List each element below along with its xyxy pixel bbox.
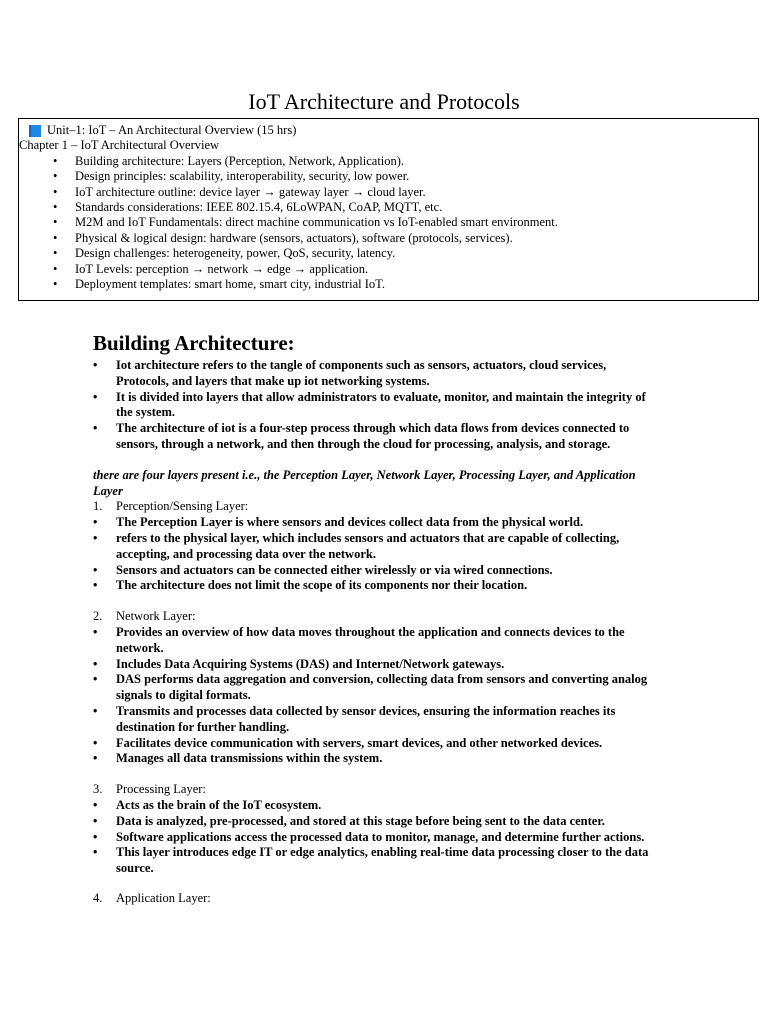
spacer	[93, 767, 653, 782]
list-item: • DAS performs data aggregation and conversion, collecting data from sensors and converting analog signals to digital formats.	[116, 672, 653, 704]
list-item: • Deployment templates: smart home, smart city, industrial IoT.	[75, 277, 758, 292]
list-item: • refers to the physical layer, which includes sensors and actuators that are capable of collecting, accepting, and processing data over the network.	[116, 531, 653, 563]
processing-bullets	[93, 798, 653, 877]
list-item: • Building architecture: Layers (Perception, Network, Application).	[75, 154, 758, 169]
book-icon	[29, 125, 41, 137]
layer-number: 4.	[93, 890, 103, 905]
list-item: • Acts as the brain of the IoT ecosystem.	[116, 798, 653, 814]
layer-name: Perception/Sensing Layer:	[116, 499, 249, 514]
layers-intro: there are four layers present i.e., the Perception Layer, Network Layer, Processing Layer, and Application Layer	[93, 467, 636, 498]
overview-bullets	[93, 358, 653, 453]
document-title: IoT Architecture and Protocols	[248, 89, 520, 114]
spacer	[93, 594, 653, 609]
list-item: • Software applications access the processed data to monitor, manage, and determine further actions.	[116, 830, 653, 846]
list-item: • Manages all data transmissions within the system.	[116, 751, 653, 767]
list-item: • Data is analyzed, pre-processed, and stored at this stage before being sent to the data center.	[116, 814, 653, 830]
list-item: • Design challenges: heterogeneity, power, QoS, security, latency.	[75, 246, 758, 261]
spacer	[93, 877, 653, 891]
list-item: • Iot architecture refers to the tangle of components such as sensors, actuators, cloud services, Protocols, and layers that make up iot networking systems.	[116, 358, 653, 390]
list-item: • The architecture does not limit the scope of its components nor their location.	[116, 578, 653, 594]
layer-number: 2.	[93, 609, 103, 624]
list-item: • Facilitates device communication with servers, smart devices, and other networked devices.	[116, 736, 653, 752]
network-bullets	[93, 625, 653, 767]
layer-name: Application Layer:	[116, 890, 211, 905]
list-item: • Physical & logical design: hardware (sensors, actuators), software (protocols, services).	[75, 231, 758, 246]
list-item: • Transmits and processes data collected by sensor devices, ensuring the information reaches its destination for further handling.	[116, 704, 653, 736]
list-item: • Sensors and actuators can be connected either wirelessly or via wired connections.	[116, 563, 653, 579]
list-item: • It is divided into layers that allow administrators to evaluate, monitor, and maintain the integrity of the system.	[116, 390, 653, 422]
list-item: • The architecture of iot is a four-step process through which data flows from devices connected to sensors, through a network, and then through the cloud for processing, analysis, and storage.	[116, 421, 653, 453]
unit-topic-list	[29, 154, 758, 293]
layer-heading-network	[93, 609, 653, 625]
unit-summary-box	[18, 118, 759, 301]
list-item: • IoT architecture outline: device layer → gateway layer → cloud layer.	[75, 185, 758, 200]
unit-heading-row	[29, 123, 758, 138]
main-content	[93, 330, 653, 907]
list-item: • IoT Levels: perception → network → edge → application.	[75, 262, 758, 277]
list-item: • M2M and IoT Fundamentals: direct machine communication vs IoT-enabled smart environment.	[75, 215, 758, 230]
list-item: • This layer introduces edge IT or edge analytics, enabling real-time data processing closer to the data source.	[116, 845, 653, 877]
list-item: • Provides an overview of how data moves throughout the application and connects devices to the network.	[116, 625, 653, 657]
layer-heading-perception	[93, 499, 653, 515]
list-item: • The Perception Layer is where sensors and devices collect data from the physical world.	[116, 515, 653, 531]
perception-bullets	[93, 515, 653, 594]
list-item: • Standards considerations: IEEE 802.15.4, 6LoWPAN, CoAP, MQTT, etc.	[75, 200, 758, 215]
unit-heading: Unit–1: IoT – An Architectural Overview (15 hrs)	[47, 123, 297, 137]
layer-number: 3.	[93, 782, 103, 797]
layer-heading-application	[93, 891, 653, 907]
layer-number: 1.	[93, 499, 103, 514]
list-item: • Design principles: scalability, interoperability, security, low power.	[75, 169, 758, 184]
chapter-heading: Chapter 1 – IoT Architectural Overview	[19, 138, 220, 153]
layer-name: Processing Layer:	[116, 782, 206, 797]
layer-heading-processing	[93, 782, 653, 798]
list-item: • Includes Data Acquiring Systems (DAS) and Internet/Network gateways.	[116, 657, 653, 673]
layer-name: Network Layer:	[116, 609, 196, 624]
section-heading: Building Architecture:	[93, 331, 295, 355]
